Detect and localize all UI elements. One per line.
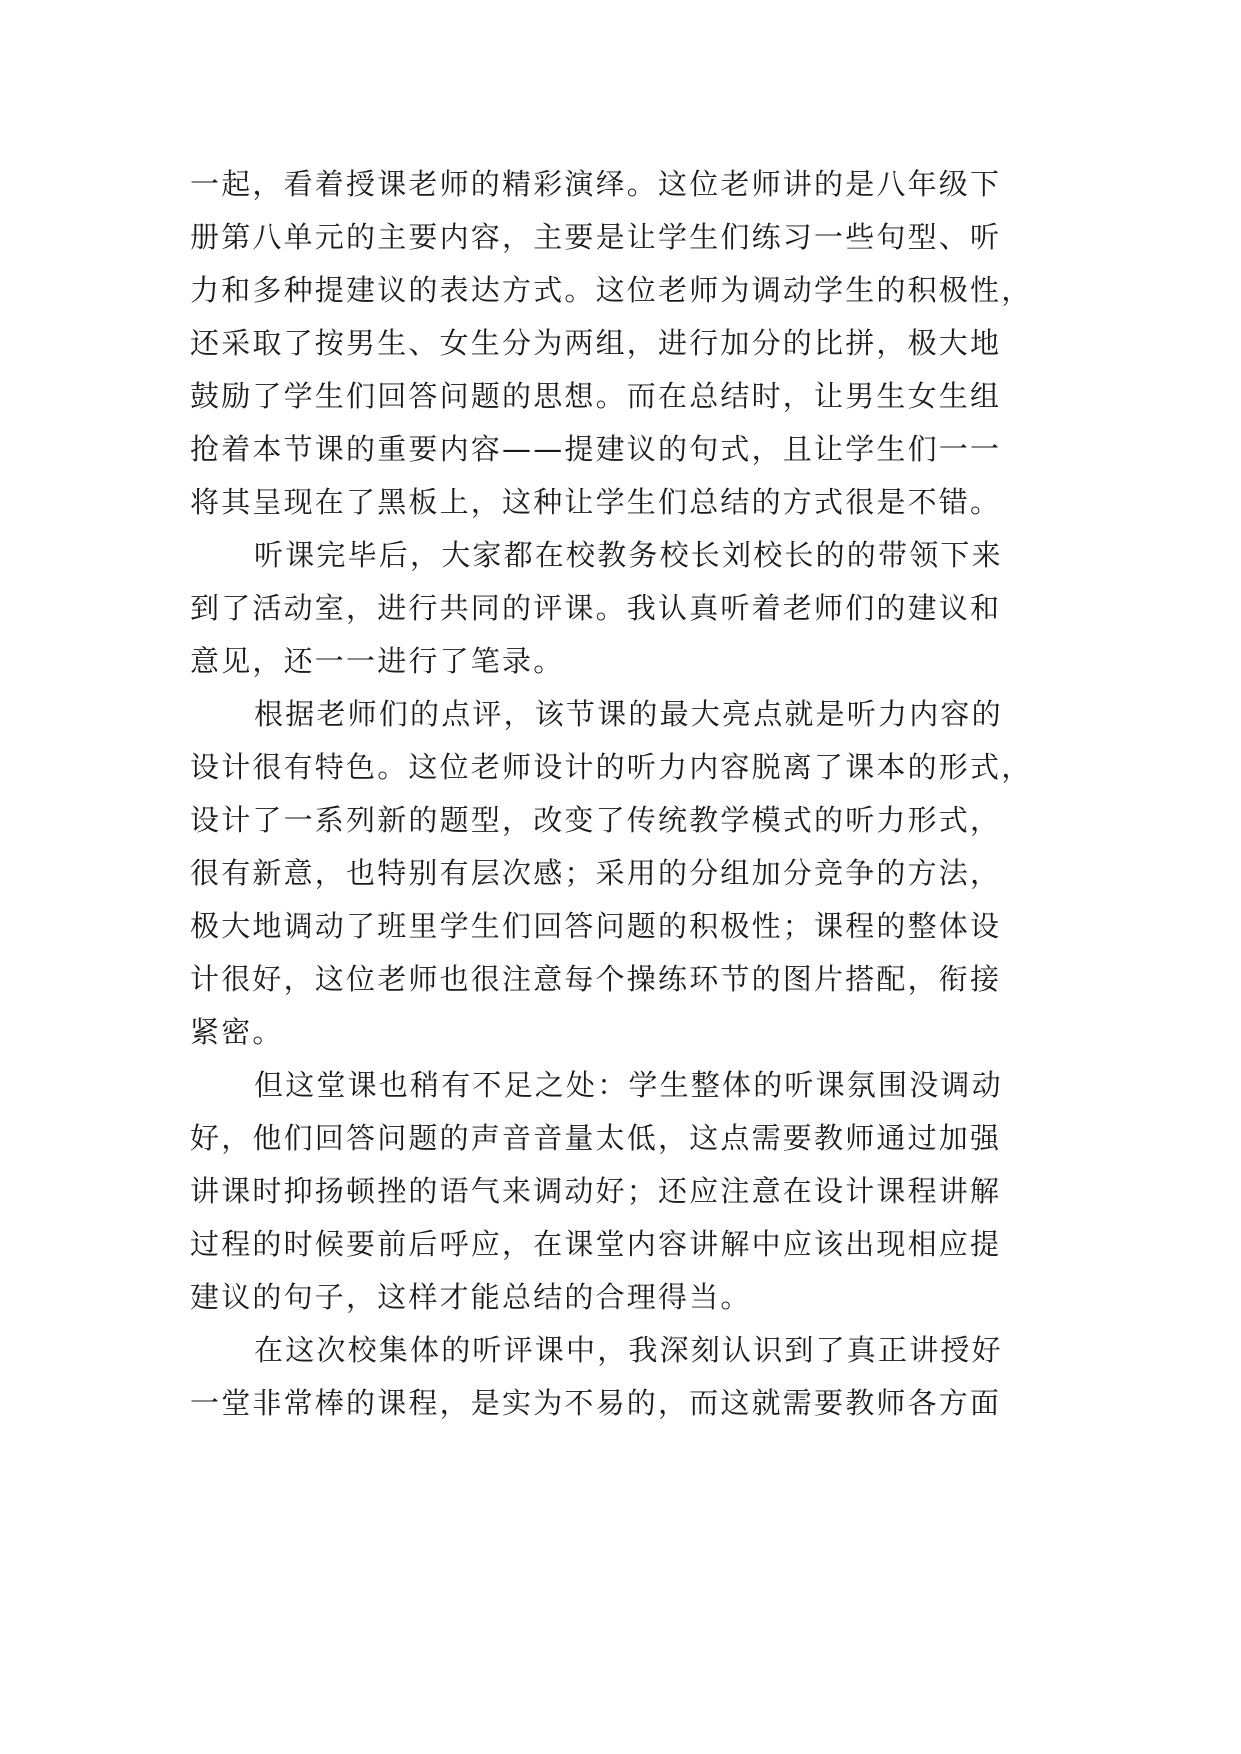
text-line: 听课完毕后，大家都在校教务校长刘校长的的带领下来 (254, 538, 1003, 572)
text-line: 计很好，这位老师也很注意每个操练环节的图片搭配，衔接 (190, 962, 1002, 996)
text-line: 到了活动室，进行共同的评课。我认真听着老师们的建议和 (190, 591, 1002, 625)
text-line: 紧密。 (190, 1015, 284, 1049)
text-line: 根据老师们的点评，该节课的最大亮点就是听力内容的 (254, 697, 1003, 731)
text-line: 建议的句子，这样才能总结的合理得当。 (190, 1280, 752, 1314)
body-text (190, 158, 1080, 1430)
text-line: 将其呈现在了黑板上，这种让学生们总结的方式很是不错。 (190, 485, 1002, 519)
text-line: 册第八单元的主要内容，主要是让学生们练习一些句型、听 (190, 220, 1002, 254)
text-line: 很有新意，也特别有层次感；采用的分组加分竞争的方法， (190, 856, 1002, 890)
text-line: 好，他们回答问题的声音音量太低，这点需要教师通过加强 (190, 1121, 1002, 1155)
text-line: 在这次校集体的听评课中，我深刻认识到了真正讲授好 (254, 1333, 1003, 1367)
text-line: 极大地调动了班里学生们回答问题的积极性；课程的整体设 (190, 909, 1002, 943)
text-line: 讲课时抑扬顿挫的语气来调动好；还应注意在设计课程讲解 (190, 1174, 1002, 1208)
text-line: 鼓励了学生们回答问题的思想。而在总结时，让男生女生组 (190, 379, 1002, 413)
text-line: 过程的时候要前后呼应，在课堂内容讲解中应该出现相应提 (190, 1227, 1002, 1261)
text-line: 意见，还一一进行了笔录。 (190, 644, 565, 678)
text-line: 但这堂课也稍有不足之处：学生整体的听课氛围没调动 (254, 1068, 1003, 1102)
text-line: 力和多种提建议的表达方式。这位老师为调动学生的积极性， (190, 273, 1033, 307)
text-line: 一堂非常棒的课程，是实为不易的，而这就需要教师各方面 (190, 1386, 1002, 1420)
text-line: 一起，看着授课老师的精彩演绎。这位老师讲的是八年级下 (190, 167, 1002, 201)
text-line: 设计很有特色。这位老师设计的听力内容脱离了课本的形式， (190, 750, 1033, 784)
text-line: 设计了一系列新的题型，改变了传统教学模式的听力形式， (190, 803, 1002, 837)
text-line: 还采取了按男生、女生分为两组，进行加分的比拼，极大地 (190, 326, 1002, 360)
text-line: 抢着本节课的重要内容——提建议的句式，且让学生们一一 (190, 432, 1002, 466)
